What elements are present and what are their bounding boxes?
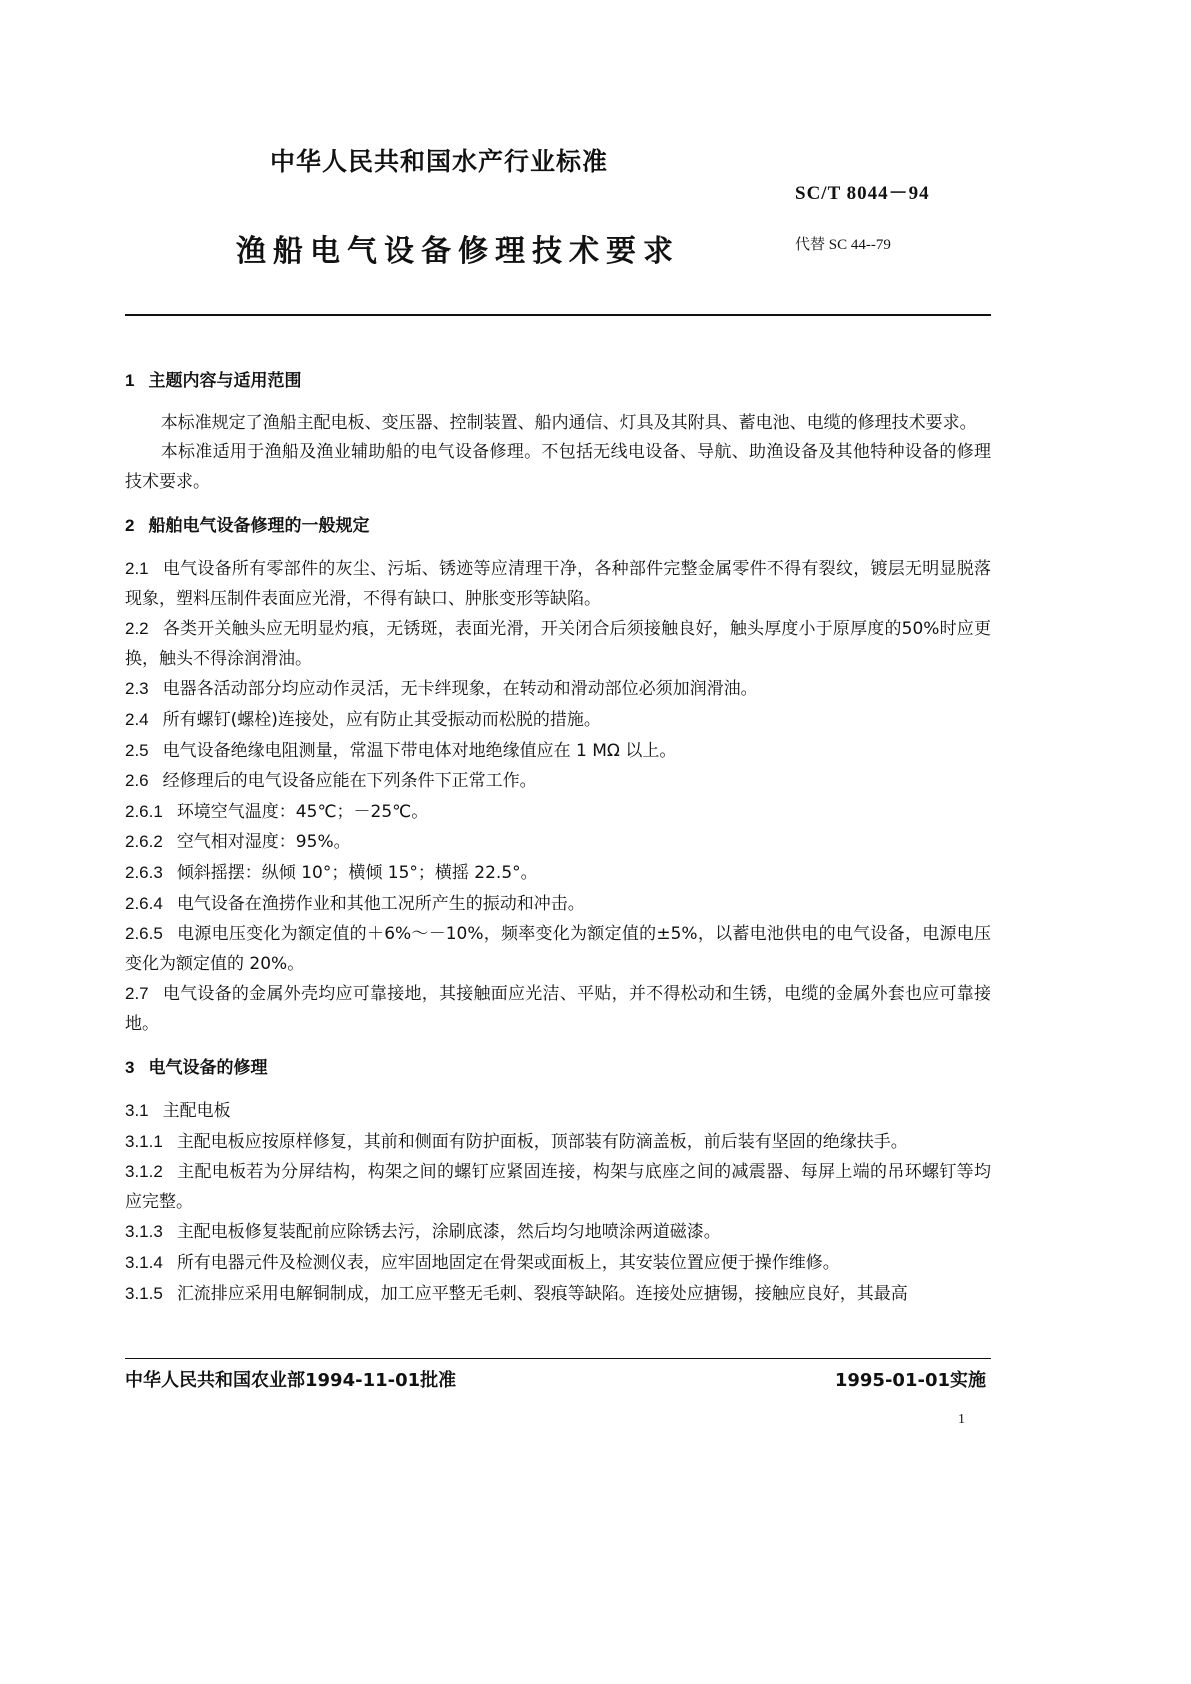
clause bbox=[125, 614, 991, 674]
section-number: 2 bbox=[125, 516, 135, 536]
clause bbox=[125, 889, 991, 920]
section-number: 3 bbox=[125, 1058, 135, 1078]
clause-text: 主配电板若为分屏结构，构架之间的螺钉应紧固连接，构架与底座之间的减震器、每屏上端的吊环螺钉等均应完整。 bbox=[125, 1162, 991, 1212]
clause-text: 电源电压变化为额定值的＋6%～－10%，频率变化为额定值的±5%，以蓄电池供电的电气设备，电源电压变化为额定值的 20%。 bbox=[125, 924, 991, 974]
section-title: 电气设备的修理 bbox=[148, 1058, 268, 1079]
clause-text: 电气设备的金属外壳均应可靠接地，其接触面应光洁、平贴，并不得松动和生锈，电缆的金属外套也应可靠接地。 bbox=[125, 984, 991, 1034]
clause-number: 2.6.3 bbox=[125, 862, 163, 882]
clause bbox=[125, 1096, 991, 1127]
clause bbox=[125, 1217, 991, 1248]
clause-text: 电气设备所有零部件的灰尘、污垢、锈迹等应清理干净，各种部件完整金属零件不得有裂纹，镀层无明显脱落现象，塑料压制件表面应光滑，不得有缺口、肿胀变形等缺陷。 bbox=[125, 558, 991, 609]
issuing-body-title: 中华人民共和国水产行业标准 bbox=[270, 147, 609, 176]
clause bbox=[125, 797, 991, 828]
clause-text: 经修理后的电气设备应能在下列条件下正常工作。 bbox=[162, 771, 537, 792]
clause-number: 3.1.1 bbox=[125, 1131, 163, 1151]
section-heading-1 bbox=[125, 366, 991, 397]
clause-number: 3.1.2 bbox=[125, 1162, 163, 1182]
clause-number: 2.6.4 bbox=[125, 893, 163, 913]
section-heading-2 bbox=[125, 511, 991, 542]
clause-text: 主配电板 bbox=[162, 1101, 231, 1122]
clause-text: 汇流排应采用电解铜制成，加工应平整无毛刺、裂痕等缺陷。连接处应搪锡，接触应良好，其最高 bbox=[176, 1283, 908, 1304]
clause bbox=[125, 919, 991, 979]
clause bbox=[125, 1127, 991, 1158]
clause-text: 主配电板修复装配前应除锈去污，涂刷底漆，然后均匀地喷涂两道磁漆。 bbox=[176, 1222, 721, 1243]
section-title: 船舶电气设备修理的一般规定 bbox=[148, 516, 370, 537]
paragraph: 本标准适用于渔船及渔业辅助船的电气设备修理。不包括无线电设备、导航、助渔设备及其他特种设备的修理技术要求。 bbox=[125, 442, 991, 492]
section-title: 主题内容与适用范围 bbox=[148, 371, 302, 391]
effective-date: 1995-01-01实施 bbox=[834, 1370, 986, 1391]
clause-text: 各类开关触头应无明显灼痕，无锈斑，表面光滑，开关闭合后须接触良好，触头厚度小于原厚度的50%时应更换，触头不得涂润滑油。 bbox=[125, 619, 991, 669]
clause bbox=[125, 1157, 991, 1217]
clause-text: 倾斜摇摆：纵倾 10°；横倾 15°；横摇 22.5°。 bbox=[176, 862, 538, 883]
clause-text: 环境空气温度：45℃；－25℃。 bbox=[176, 801, 429, 822]
clause-number: 3.1.3 bbox=[125, 1222, 163, 1242]
clause bbox=[125, 674, 991, 705]
clause-text: 电气设备在渔捞作业和其他工况所产生的振动和冲击。 bbox=[176, 893, 585, 914]
clause bbox=[125, 1279, 991, 1310]
clause-number: 3.1.5 bbox=[125, 1283, 163, 1303]
approval-note: 中华人民共和国农业部1994-11-01批准 bbox=[125, 1370, 457, 1391]
clause-number: 3.1 bbox=[125, 1101, 149, 1121]
clause bbox=[125, 979, 991, 1039]
clause-text: 所有螺钉(螺栓)连接处，应有防止其受振动而松脱的措施。 bbox=[162, 709, 601, 730]
footer-divider bbox=[125, 1358, 991, 1359]
clause-number: 2.4 bbox=[125, 709, 149, 729]
clause bbox=[125, 705, 991, 736]
section-number: 1 bbox=[125, 371, 135, 390]
clause bbox=[125, 827, 991, 858]
clause-text: 所有电器元件及检测仪表，应牢固地固定在骨架或面板上，其安装位置应便于操作维修。 bbox=[176, 1253, 840, 1274]
page-number: 1 bbox=[958, 1412, 965, 1427]
clause bbox=[125, 766, 991, 797]
clause-text: 电器各活动部分均应动作灵活，无卡绊现象，在转动和滑动部位必须加润滑油。 bbox=[162, 679, 758, 700]
clause-number: 2.5 bbox=[125, 740, 149, 760]
clause-text: 空气相对湿度：95%。 bbox=[176, 832, 351, 853]
standard-code: SC/T 8044－94 bbox=[795, 183, 930, 204]
document-body bbox=[125, 366, 991, 1309]
paragraph: 本标准规定了渔船主配电板、变压器、控制装置、船内通信、灯具及其附具、蓄电池、电缆的修理技术要求。 bbox=[160, 412, 977, 433]
clause-number: 2.6.1 bbox=[125, 801, 163, 821]
clause-number: 2.6.5 bbox=[125, 924, 163, 944]
document-title: 渔船电气设备修理技术要求 bbox=[236, 234, 680, 269]
clause bbox=[125, 1248, 991, 1279]
clause-number: 2.1 bbox=[125, 558, 149, 578]
clause-number: 2.3 bbox=[125, 679, 149, 699]
replaces-note: 代替 SC 44--79 bbox=[795, 237, 891, 253]
clause-number: 3.1.4 bbox=[125, 1253, 163, 1273]
clause bbox=[125, 554, 991, 614]
clause-text: 电气设备绝缘电阻测量，常温下带电体对地绝缘值应在 1 MΩ 以上。 bbox=[162, 740, 677, 761]
clause-number: 2.6 bbox=[125, 771, 149, 791]
section-heading-3 bbox=[125, 1053, 991, 1084]
clause-number: 2.6.2 bbox=[125, 832, 163, 852]
clause bbox=[125, 736, 991, 767]
clause bbox=[125, 858, 991, 889]
clause-text: 主配电板应按原样修复，其前和侧面有防护面板，顶部装有防滴盖板，前后装有坚固的绝缘扶手。 bbox=[176, 1131, 908, 1152]
header-divider bbox=[125, 314, 991, 316]
clause-number: 2.7 bbox=[125, 984, 149, 1004]
clause-number: 2.2 bbox=[125, 619, 149, 639]
